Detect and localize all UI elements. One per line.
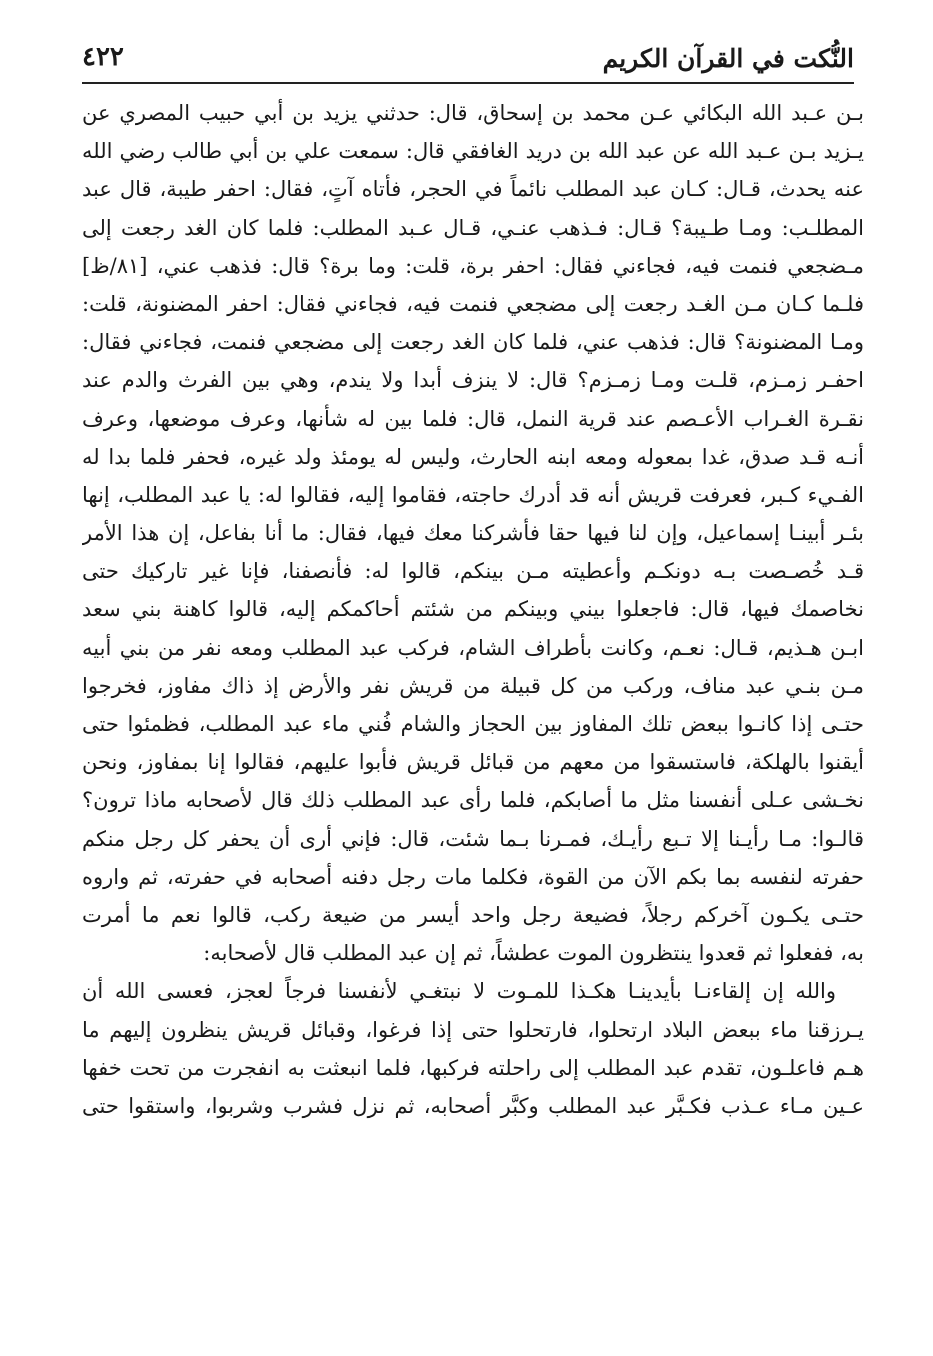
- book-title: النُّكت في القرآن الكريم: [602, 44, 854, 73]
- text-line: أنـه قـد صدق، غدا بمعوله ومعه ابنه الحارث، وليس له يومئذ ولد غيره، فحفر فلما بدا له: [82, 444, 864, 469]
- text-line: الفـيء كـبر، فعرفت قريش أنه قد أدرك حاجته، فقاموا إليه، فقالوا له: يا عبد المطلب، إنها: [82, 482, 864, 507]
- text-line: حتـى إذا كانـوا ببعض تلك المفاوز بين الحجاز والشام فُني ماء عبد المطلب، فظمئوا حتى: [82, 712, 864, 736]
- text-line: مـضجعي فنمت فيه، فجاءني فقال: احفر برة، قلت: وما برة؟ قال: فذهب عني، [٨١/ظ]: [82, 253, 864, 278]
- body-text: [82, 94, 864, 1125]
- text-line: نخاصمك فيها، قال: فاجعلوا بيني وبينكم من شئتم أحاكمكم إليه، قالوا كاهنة بني سعد: [82, 597, 864, 622]
- text-line: هـم فاعلـون، تقدم عبد المطلب إلى راحلته فركبها، فلما انبعثت به انفجرت من تحت خفها: [82, 1055, 864, 1080]
- paragraph: [82, 972, 864, 1125]
- text-line: والله إن إلقاءنـا بأيدينـا هكـذا للمـوت لا نبتغـي لأنفسنا فرجاً لعجز، فعسى الله أن: [82, 979, 836, 1004]
- paragraph: [82, 94, 864, 972]
- text-line: ابـن هـذيم، قـال: نعـم، وكانت بأطراف الشام، فركب عبد المطلب ومعه نفر من بني أبيه: [82, 635, 864, 660]
- text-line: يـزيد بـن عـبد الله عن عبد الله بن دريد الغافقي قال: سمعت علي بن أبي طالب رضي الله: [82, 139, 864, 164]
- text-line: نقـرة الغـراب الأعـصم عند قرية النمل، قال: فلما بين له شأنها، وعرف موضعها، وعرف: [82, 406, 864, 431]
- text-line: حتـى يكـون آخركم رجلاً، فضيعة رجل واحد أيسر من ضيعة ركب، قالوا نعم ما أمرت: [82, 902, 864, 927]
- text-line: فلـما كـان مـن الغـد رجعت إلى مضجعي فنمت فيه، فجاءني فقال: احفر المضنونة، قلت:: [82, 291, 864, 316]
- text-line: عـين مـاء عـذب فكـبَّر عبد المطلب وكبَّر أصحابه، ثم نزل فشرب وشربوا، واستقوا حتى: [82, 1093, 864, 1118]
- text-line: قـد خُصـصت بـه دونكـم وأعطيته مـن بينكم، قالوا له: فأنصفنا، فإنا غير تاركيك حتى: [82, 559, 864, 584]
- text-line: نخـشى عـلى أنفسنا مثل ما أصابكم، فلما رأى عبد المطلب ذلك قال لأصحابه ماذا ترون؟: [82, 788, 864, 813]
- text-line: قالـوا: مـا رأيـنا إلا تـبع رأيـك، فمـرنا بـما شئت، قال: فإني أرى أن يحفر كل رجل منكم: [82, 826, 864, 851]
- page-header: [82, 38, 854, 84]
- text-line: بـن عـبد الله البكائي عـن محمد بن إسحاق، قال: حدثني يزيد بن أبي حبيب المصري عن: [82, 101, 864, 125]
- text-line: احفـر زمـزم، قلـت ومـا زمـزم؟ قال: لا ينزف أبدا ولا يندم، وهي بين الفرث والدم عند: [82, 368, 864, 393]
- text-line: أيقنوا بالهلكة، فاستسقوا من معهم من قبائل قريش فأبوا عليهم، فقالوا إنا بمفاوز، ونحن: [82, 750, 864, 775]
- text-line: مـن بنـي عبد مناف، وركب من كل قبيلة من قريش نفر والأرض إذ ذاك مفاوز، فخرجوا: [82, 673, 864, 698]
- text-line: المطلـب: ومـا طـيبة؟ قـال: فـذهب عنـي، قـال عـبد المطلب: فلما كان الغد رجعت إلى: [82, 215, 864, 240]
- page-number: ٤٢٢: [82, 42, 124, 72]
- text-line: ومـا المضنونة؟ قال: فذهب عني، فلما كان الغد رجعت إلى مضجعي فنمت، فجاءني فقال:: [82, 330, 864, 355]
- text-line: حفرته لنفسه بما بكم الآن من القوة، فكلما مات رجل دفنه أصحابه في حفرته، ثم واروه: [82, 864, 864, 889]
- text-line: عنه يحدث، قـال: كـان عبد المطلب نائماً في الحجر، فأتاه آتٍ، فقال: احفر طيبة، قال عبد: [82, 177, 864, 202]
- header-rule: [82, 82, 854, 84]
- text-line: بئـر أبينـا إسماعيل، وإن لنا فيها حقا فأشركنا معك فيها، فقال: ما أنا بفاعل، إن هذا الأمر: [82, 521, 864, 546]
- text-line: يـرزقنا ماء ببعض البلاد ارتحلوا، فارتحلوا حتى إذا فرغوا، وقبائل قريش ينظرون إليهم ما: [82, 1017, 864, 1042]
- text-line: به، ففعلوا ثم قعدوا ينتظرون الموت عطشاً، ثم إن عبد المطلب قال لأصحابه:: [203, 941, 864, 966]
